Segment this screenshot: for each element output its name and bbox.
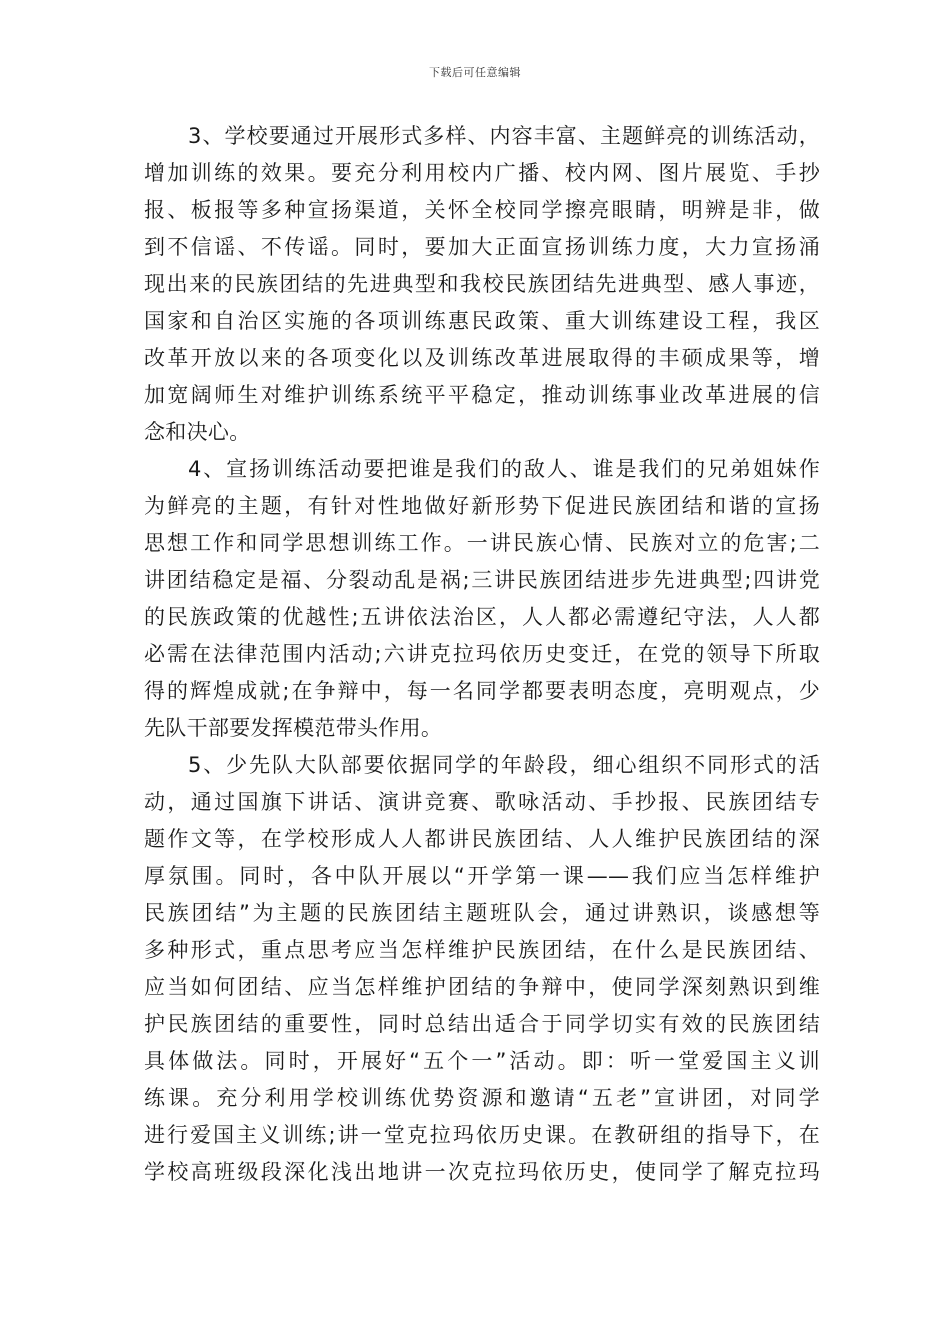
page-header: 下载后可任意编辑	[429, 66, 521, 79]
paragraph-5	[144, 747, 820, 1191]
text-line: 多种形式，重点思考应当怎样维护民族团结，在什么是民族团结、	[144, 938, 820, 962]
text-line: 题作文等，在学校形成人人都讲民族团结、人人维护民族团结的深	[144, 827, 820, 851]
text-line: 民族团结”为主题的民族团结主题班队会，通过讲熟识，谈感想等	[144, 901, 820, 925]
text-line: 具体做法。同时，开展好“五个一”活动。即：听一堂爱国主义训	[144, 1049, 820, 1073]
text-line: 厚氛围。同时，各中队开展以“开学第一课——我们应当怎样维护	[144, 864, 820, 888]
text-line: 的民族政策的优越性;五讲依法治区，人人都必需遵纪守法，人人都	[144, 605, 820, 629]
document-body	[144, 118, 820, 1191]
text-line: 增加训练的效果。要充分利用校内广播、校内网、图片展览、手抄	[144, 161, 820, 185]
text-line: 得的辉煌成就;在争辩中，每一名同学都要表明态度，亮明观点，少	[144, 679, 820, 703]
text-line: 练课。充分利用学校训练优势资源和邀请“五老”宣讲团，对同学	[144, 1086, 820, 1110]
text-line: 为鲜亮的主题，有针对性地做好新形势下促进民族团结和谐的宣扬	[144, 494, 820, 518]
text-line: 报、板报等多种宣扬渠道，关怀全校同学擦亮眼睛，明辨是非，做	[144, 198, 820, 222]
text-line: 进行爱国主义训练;讲一堂克拉玛依历史课。在教研组的指导下，在	[144, 1123, 820, 1147]
text-line: 讲团结稳定是福、分裂动乱是祸;三讲民族团结进步先进典型;四讲党	[144, 568, 820, 592]
text-line: 加宽阔师生对维护训练系统平平稳定，推动训练事业改革进展的信	[144, 383, 820, 407]
text-line: 5、少先队大队部要依据同学的年龄段，细心组织不同形式的活	[188, 753, 820, 777]
text-line: 国家和自治区实施的各项训练惠民政策、重大训练建设工程，我区	[144, 309, 820, 333]
text-line: 改革开放以来的各项变化以及训练改革进展取得的丰硕成果等，增	[144, 346, 820, 370]
text-line: 3、学校要通过开展形式多样、内容丰富、主题鲜亮的训练活动，	[188, 124, 820, 148]
text-line: 思想工作和同学思想训练工作。一讲民族心情、民族对立的危害;二	[144, 531, 820, 555]
text-line: 学校高班级段深化浅出地讲一次克拉玛依历史，使同学了解克拉玛	[144, 1160, 820, 1184]
text-line: 护民族团结的重要性，同时总结出适合于同学切实有效的民族团结	[144, 1012, 820, 1036]
text-line: 现出来的民族团结的先进典型和我校民族团结先进典型、感人事迹，	[144, 272, 820, 296]
text-line: 应当如何团结、应当怎样维护团结的争辩中，使同学深刻熟识到维	[144, 975, 820, 999]
text-line: 动，通过国旗下讲话、演讲竞赛、歌咏活动、手抄报、民族团结专	[144, 790, 820, 814]
text-line: 必需在法律范围内活动;六讲克拉玛依历史变迁，在党的领导下所取	[144, 642, 820, 666]
text-line: 先队干部要发挥模范带头作用。	[144, 716, 443, 740]
text-line: 念和决心。	[144, 420, 251, 444]
text-line: 到不信谣、不传谣。同时，要加大正面宣扬训练力度，大力宣扬涌	[144, 235, 820, 259]
paragraph-4	[144, 451, 820, 747]
text-line: 4、宣扬训练活动要把谁是我们的敌人、谁是我们的兄弟姐妹作	[188, 457, 820, 481]
paragraph-3	[144, 118, 820, 451]
